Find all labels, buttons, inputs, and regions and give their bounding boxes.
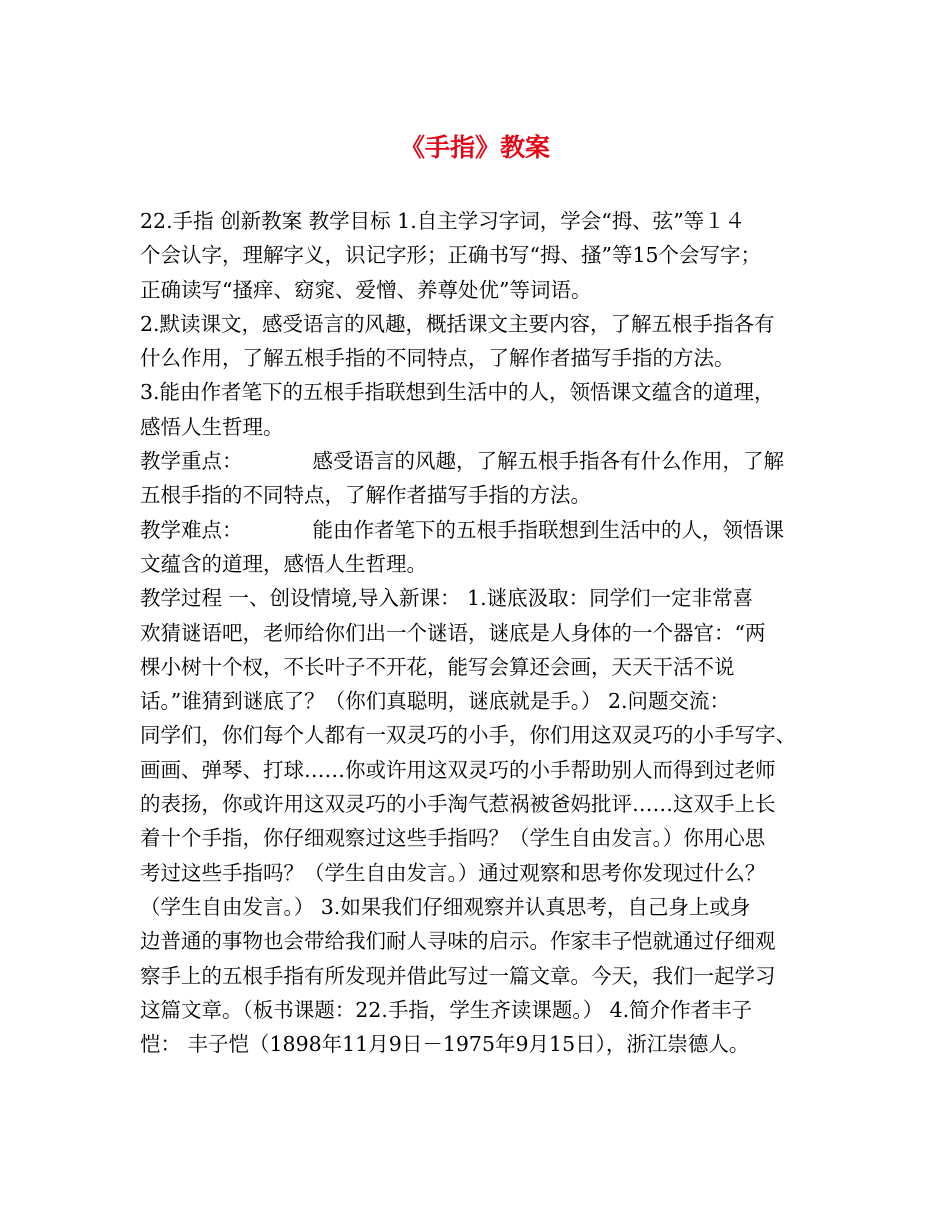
document-title: 《手指》教案 bbox=[399, 133, 550, 162]
text-line: 边普通的事物也会带给我们耐人寻味的启示。作家丰子恺就通过仔细观 bbox=[140, 929, 776, 954]
text-line: 的表扬，你或许用这双灵巧的小手淘气惹祸被爸妈批评……这双手上长 bbox=[140, 792, 776, 817]
text-line: 文蕴含的道理，感悟人生哲理。 bbox=[140, 551, 427, 576]
text-line: 22.手指 创新教案 教学目标 1.自主学习字词，学会“拇、弦”等１４ bbox=[140, 209, 746, 233]
text-line: （学生自由发言。） 3.如果我们仔细观察并认真思考，自己身上或身 bbox=[140, 894, 751, 919]
text-line: 考过这些手指吗？（学生自由发言。）通过观察和思考你发现过什么？ bbox=[140, 860, 766, 885]
key-point-line bbox=[140, 444, 825, 478]
text-line: 察手上的五根手指有所发现并借此写过一篇文章。今天，我们一起学习 bbox=[140, 963, 776, 988]
text-line: 恺： 丰子恺（1898年11月9日－1975年9月15日），浙江崇德人。 bbox=[140, 1032, 750, 1057]
difficulty-text: 能由作者笔下的五根手指联想到生活中的人，领悟课 bbox=[312, 517, 784, 542]
text-line: 话。”谁猜到谜底了？（你们真聪明，谜底就是手。） 2.问题交流： bbox=[140, 689, 731, 714]
key-point-label: 教学重点： bbox=[140, 449, 243, 474]
text-line: 什么作用，了解五根手指的不同特点，了解作者描写手指的方法。 bbox=[140, 346, 735, 371]
text-line: 2.默读课文，感受语言的风趣，概括课文主要内容，了解五根手指各有 bbox=[140, 311, 775, 336]
difficulty-label: 教学难点： bbox=[140, 517, 243, 542]
text-line: 正确读写“搔痒、窈窕、爱憎、养尊处优”等词语。 bbox=[140, 277, 592, 302]
key-point-text: 感受语言的风趣，了解五根手指各有什么作用，了解 bbox=[312, 449, 784, 474]
text-line: 感悟人生哲理。 bbox=[140, 414, 284, 439]
text-line: 画画、弹琴、打球……你或许用这双灵巧的小手帮助别人而得到过老师 bbox=[140, 757, 776, 782]
text-line: 个会认字，理解字义，识记字形；正确书写“拇、搔”等15个会写字； bbox=[140, 243, 762, 268]
text-line: 3.能由作者笔下的五根手指联想到生活中的人，领悟课文蕴含的道理， bbox=[140, 380, 775, 405]
text-line: 棵小树十个杈，不长叶子不开花，能写会算还会画，天天干活不说 bbox=[140, 654, 735, 679]
text-line: 五根手指的不同特点，了解作者描写手指的方法。 bbox=[140, 483, 591, 508]
text-line: 着十个手指，你仔细观察过这些手指吗？（学生自由发言。）你用心思 bbox=[140, 826, 766, 851]
text-line: 欢猜谜语吧，老师给你们出一个谜语，谜底是人身体的一个器官：“两 bbox=[140, 620, 766, 645]
text-line: 同学们，你们每个人都有一双灵巧的小手，你们用这双灵巧的小手写字、 bbox=[140, 723, 796, 748]
text-line: 教学过程 一、创设情境,导入新课： 1.谜底汲取：同学们一定非常喜 bbox=[140, 586, 754, 611]
text-line: 这篇文章。（板书课题：22.手指，学生齐读课题。） 4.简介作者丰子 bbox=[140, 997, 753, 1022]
document-body bbox=[140, 204, 825, 1061]
difficulty-line bbox=[140, 513, 825, 547]
